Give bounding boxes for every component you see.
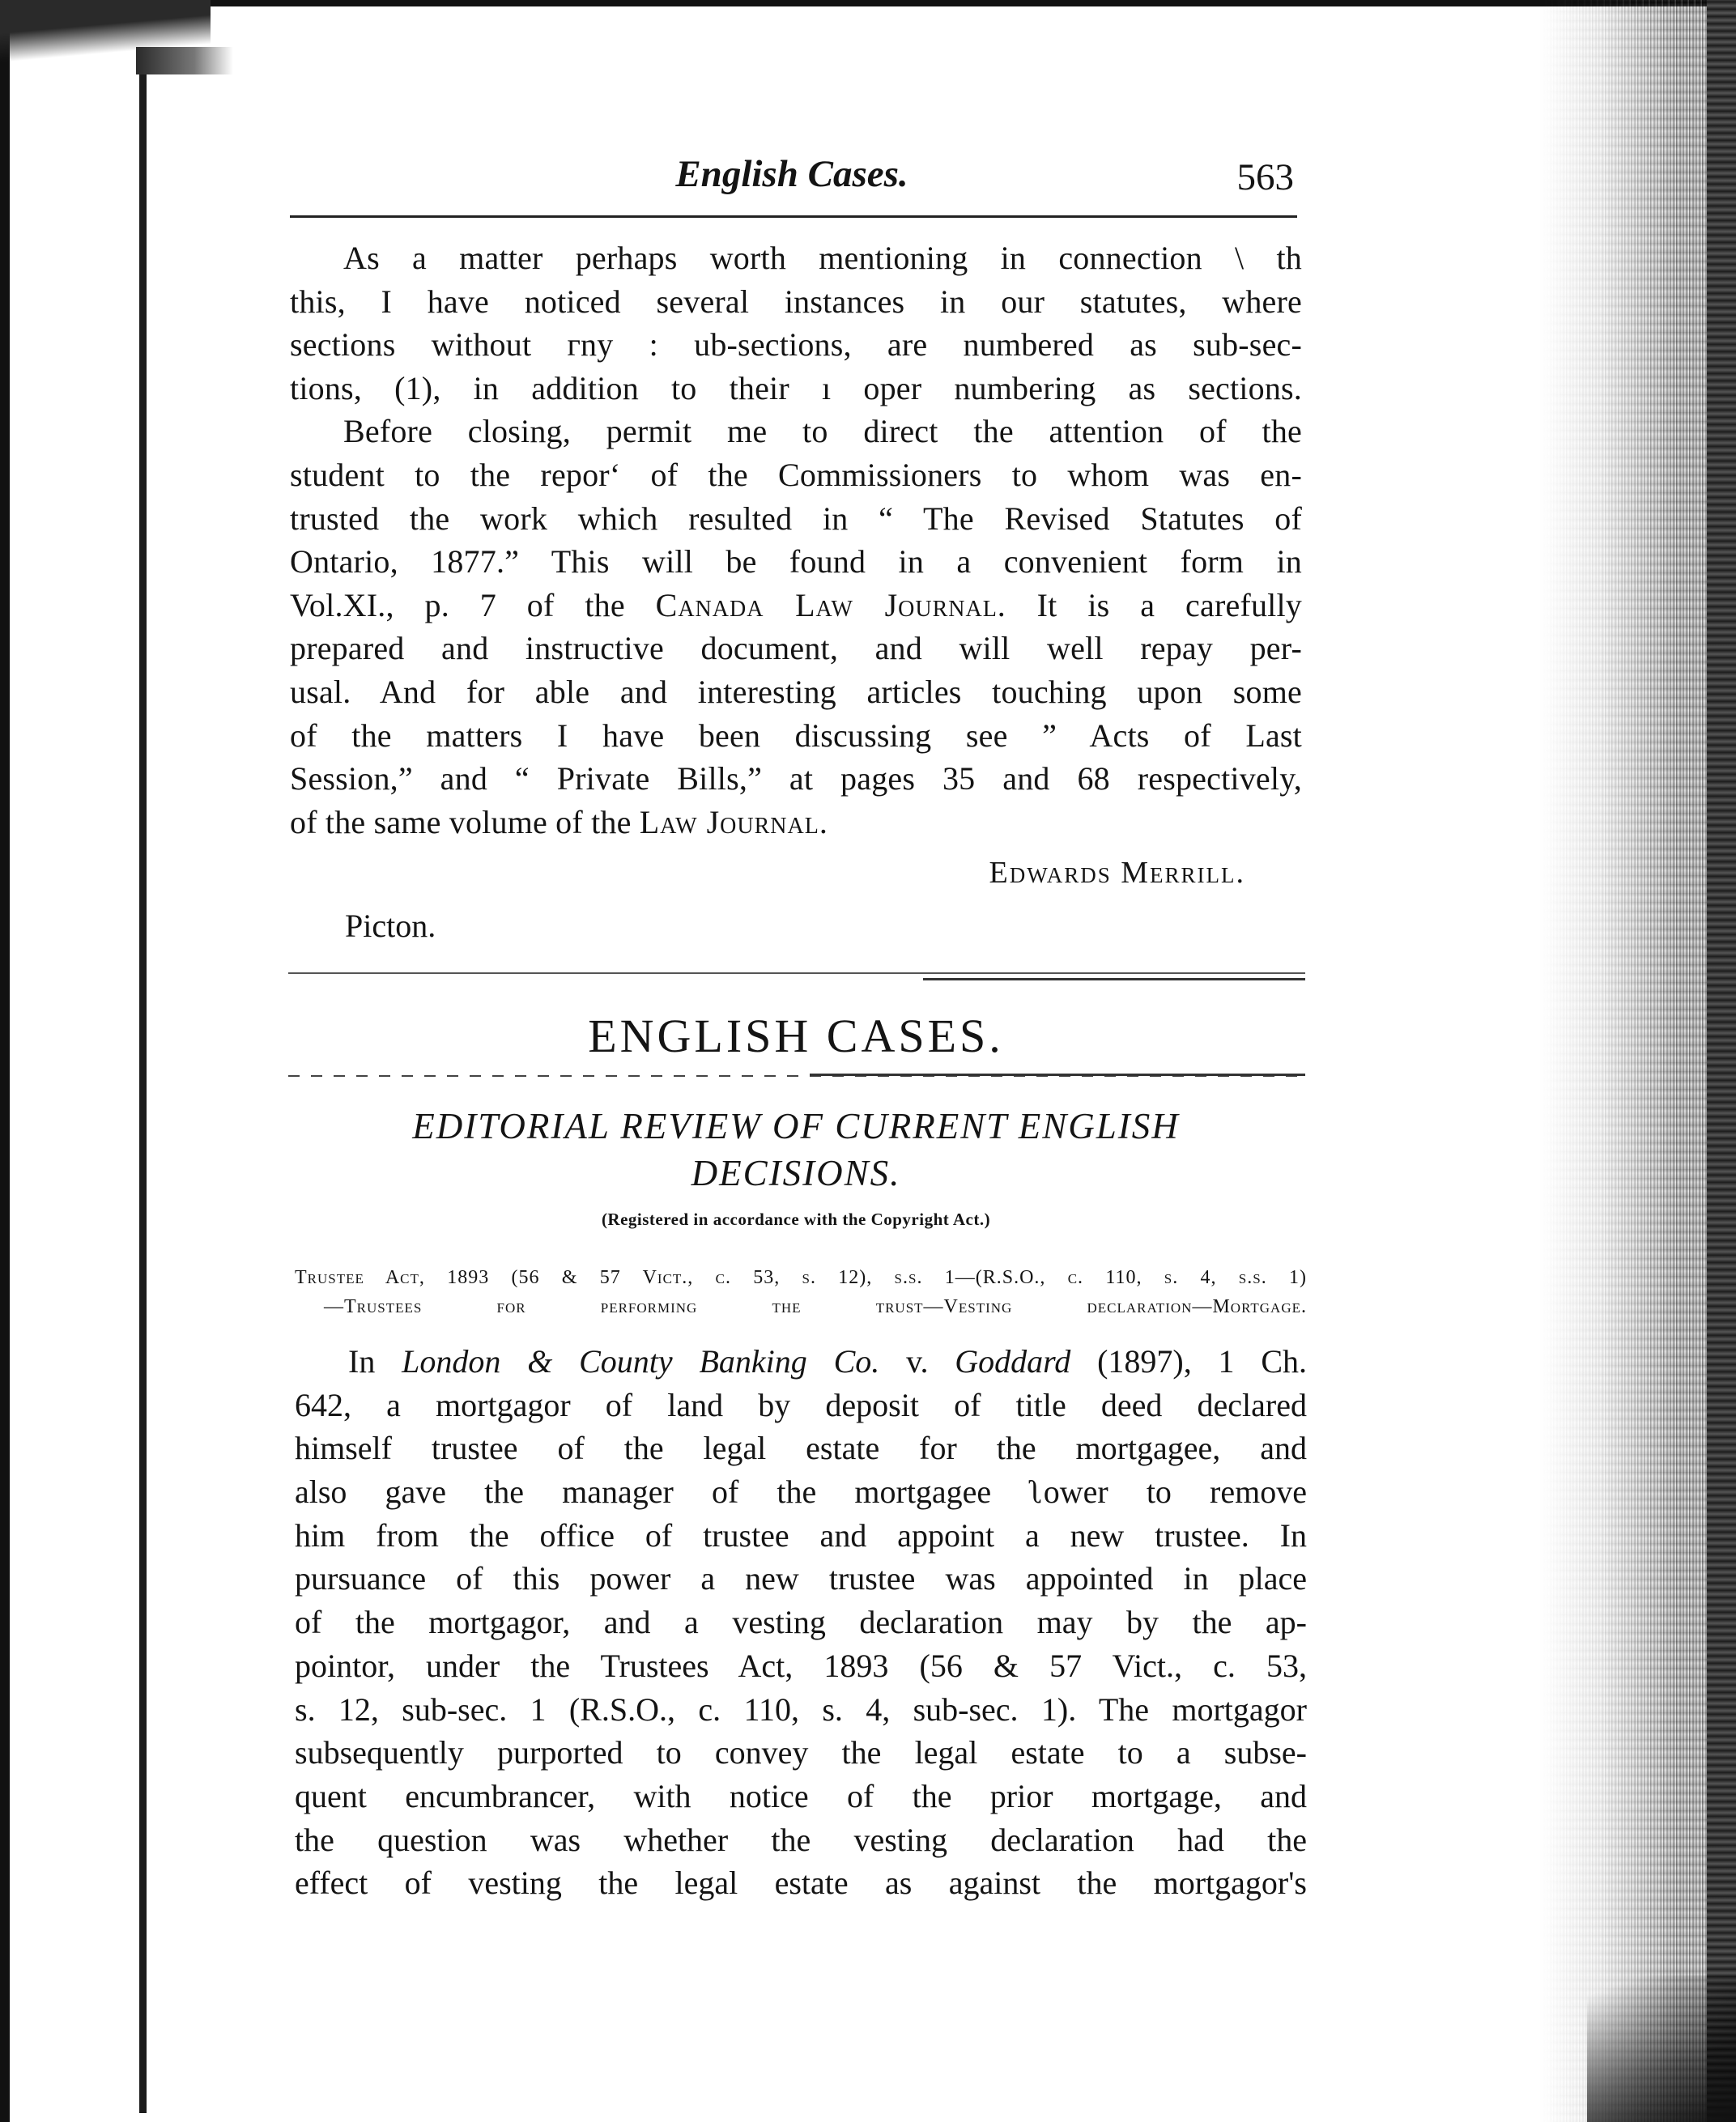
case-heading-line: —Trustees for performing the trust—Vesting declaration—Mortgage. bbox=[324, 1296, 1307, 1317]
text-fragment: It is a carefully bbox=[1036, 586, 1302, 623]
journal-name: Law Journal. bbox=[639, 803, 828, 840]
case-citation: (1897), 1 Ch. bbox=[1097, 1343, 1308, 1380]
dateline: Picton. bbox=[345, 908, 436, 944]
case-body bbox=[295, 1340, 1307, 1905]
text-line: s. 12, sub-sec. 1 (R.S.O., c. 110, s. 4, sub-sec. 1). The mortgagor bbox=[295, 1690, 1307, 1728]
text-line: of the mortgagor, and a vesting declaration may by the ap- bbox=[295, 1604, 1307, 1641]
section-rule-top bbox=[288, 972, 1305, 974]
text-line: usal. And for able and interesting articles touching upon some bbox=[290, 673, 1302, 710]
text-fragment: In bbox=[348, 1343, 376, 1380]
editorial-title bbox=[290, 1103, 1302, 1197]
book-spine-top bbox=[136, 47, 233, 74]
running-head bbox=[290, 152, 1294, 201]
text-line: himself trustee of the legal estate for the mortgagee, and bbox=[295, 1430, 1307, 1467]
text-fragment: Vol.XI., p. 7 of the bbox=[290, 586, 625, 623]
editorial-title-line: DECISIONS. bbox=[691, 1153, 901, 1193]
section-heading: ENGLISH CASES. bbox=[588, 1010, 1004, 1062]
text-fragment: v. bbox=[906, 1343, 929, 1380]
section-rule-bottom-heavy bbox=[810, 1074, 1305, 1076]
author-signature: Edwards Merrill. bbox=[989, 856, 1245, 890]
text-line bbox=[290, 584, 1302, 627]
scan-right-edge bbox=[1707, 0, 1736, 2122]
text-line: Ontario, 1877.” This will be found in a convenient form in bbox=[290, 543, 1302, 580]
text-line bbox=[295, 1340, 1307, 1384]
text-line: also gave the manager of the mortgagee ʅower to remove bbox=[295, 1473, 1307, 1511]
text-line: of the matters I have been discussing see ” Acts of Last bbox=[290, 717, 1302, 754]
text-line: Before closing, permit me to direct the attention of the bbox=[343, 413, 1302, 450]
header-rule bbox=[290, 215, 1297, 218]
editorial-title-line: EDITORIAL REVIEW OF CURRENT ENGLISH bbox=[412, 1106, 1180, 1146]
text-line: pursuance of this power a new trustee was appointed in place bbox=[295, 1560, 1307, 1597]
text-line: subsequently purported to convey the legal estate to a subse- bbox=[295, 1734, 1307, 1771]
text-line: quent encumbrancer, with notice of the prior mortgage, and bbox=[295, 1777, 1307, 1814]
text-line: Session,” and “ Private Bills,” at pages 35 and 68 respectively, bbox=[290, 760, 1302, 797]
letter-body bbox=[290, 236, 1302, 844]
text-fragment: of the same volume of the bbox=[290, 803, 632, 840]
section-rule-top-heavy bbox=[923, 978, 1305, 980]
page-number: 563 bbox=[1236, 156, 1294, 198]
case-name: London & County Banking Co. bbox=[402, 1343, 880, 1380]
text-line: 642, a mortgagor of land by deposit of title deed declared bbox=[295, 1386, 1307, 1423]
scan-bottom-right-shadow bbox=[1587, 1975, 1736, 2122]
case-heading bbox=[295, 1263, 1307, 1321]
text-line: student to the reporʻ of the Commissioners to whom was en- bbox=[290, 456, 1302, 493]
text-line: him from the office of trustee and appoint a new trustee. In bbox=[295, 1516, 1307, 1554]
text-line: prepared and instructive document, and will well repay per- bbox=[290, 630, 1302, 667]
text-line: trusted the work which resulted in “ The Revised Statutes of bbox=[290, 500, 1302, 537]
copyright-notice: (Registered in accordance with the Copyright Act.) bbox=[601, 1210, 991, 1229]
text-line: sections without ᴦny : ub-sections, are numbered as sub-sec- bbox=[290, 326, 1302, 364]
text-line bbox=[290, 801, 1302, 844]
text-line: pointor, under the Trustees Act, 1893 (56 & 57 Vict., c. 53, bbox=[295, 1647, 1307, 1684]
text-line: effect of vesting the legal estate as against the mortgagor's bbox=[295, 1865, 1307, 1902]
journal-name: Canada Law Journal. bbox=[655, 586, 1006, 623]
text-line: tions, (1), in addition to their ı oper numbering as sections. bbox=[290, 369, 1302, 406]
text-line: As a matter perhaps worth mentioning in connection \ th bbox=[343, 240, 1302, 276]
case-party: Goddard bbox=[955, 1343, 1071, 1380]
case-heading-line: Trustee Act, 1893 (56 & 57 Vict., c. 53, s. 12), s.s. 1—(R.S.O., c. 110, s. 4, s.s. 1) bbox=[295, 1267, 1307, 1288]
text-line: the question was whether the vesting declaration had the bbox=[295, 1821, 1307, 1858]
text-line: this, I have noticed several instances in our statutes, where bbox=[290, 283, 1302, 320]
running-title: English Cases. bbox=[675, 153, 908, 195]
book-spine bbox=[139, 57, 147, 2113]
scan-left-edge bbox=[0, 0, 10, 2122]
scan-top-edge bbox=[0, 0, 1736, 6]
